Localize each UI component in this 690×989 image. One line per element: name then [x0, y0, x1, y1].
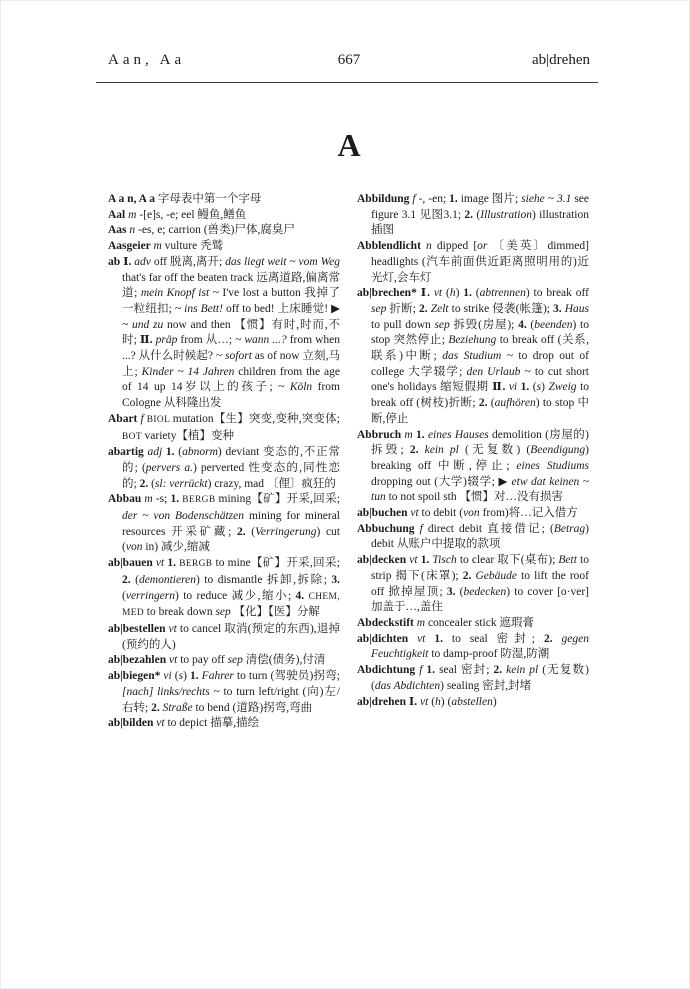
text-run: Fahrer [201, 670, 237, 683]
text-run: sep [215, 606, 234, 619]
text-run: BIOL [146, 414, 173, 425]
text-run: to not spoil sth 【惯】对…没有损害 [388, 491, 564, 504]
text-run: Beendigung [530, 444, 586, 457]
entry-abbildung [357, 192, 589, 239]
text-run: dropping out (大学)辍学; ▶ [371, 475, 512, 488]
text-run: ( [475, 287, 480, 300]
headword-or-marker: Abblendlicht [357, 240, 427, 253]
text-run: der ~ von Bodenschätzen [122, 510, 249, 523]
text-run: mining for mineral resources 开采矿藏; [122, 510, 340, 538]
text-run: ) to reduce 减少,缩小; [175, 589, 296, 602]
text-run: ) [183, 670, 190, 683]
text-run: (无复数) ( [465, 444, 531, 457]
text-run: aufhören [494, 397, 536, 410]
headword-or-marker: 1. [449, 193, 461, 205]
text-run: abtrennen [479, 287, 526, 300]
headword-or-marker: Abbildung [357, 193, 413, 205]
entry-ab-brechen [357, 286, 589, 427]
headword-or-marker: 3. [331, 573, 340, 586]
text-run: to pay off [180, 654, 228, 667]
text-run: sep [371, 302, 390, 315]
headword-or-marker: Ⅱ. [492, 381, 509, 394]
text-run: ) [455, 287, 464, 300]
text-run: kein pl [506, 664, 543, 677]
text-run: ) illustration 插图 [371, 208, 590, 237]
headword-or-marker: 1. [420, 554, 433, 567]
text-run: to cut short one's holidays 缩短假期 [371, 365, 589, 394]
text-run: m [153, 240, 165, 253]
headword-or-marker: ab|drehen [357, 695, 409, 708]
headword-or-marker: A a n, A a [108, 193, 158, 205]
headword-or-marker: 2. [122, 573, 136, 586]
guide-word-left: Aan, Aa [108, 52, 186, 68]
text-run: m [144, 493, 156, 506]
text-run: Verringerung [255, 525, 317, 538]
text-run: vulture 秃鹫 [164, 240, 224, 253]
headword-or-marker: Ⅱ. [139, 334, 156, 347]
entry-abartig [108, 445, 340, 492]
text-run: adj [147, 446, 166, 459]
headword-or-marker: ab|brechen* [357, 287, 421, 300]
text-run: ( [135, 573, 139, 586]
headword-or-marker: ab|buchen [357, 507, 411, 520]
text-run: ) crazy, mad 〔俚〕疯狂的 [207, 477, 336, 490]
text-run: ( [122, 589, 126, 602]
text-run: -, -en; [418, 193, 450, 205]
headword-or-marker: 3. [553, 302, 565, 315]
column-left [108, 192, 340, 732]
text-run: das Abdichten [374, 679, 441, 692]
text-run: ) to stop 突然停止; [371, 318, 590, 347]
text-run: ( [174, 670, 179, 683]
column-right [357, 192, 589, 732]
headword-or-marker: 2. [419, 302, 431, 315]
headword-or-marker: 2. [409, 444, 425, 457]
text-run: mining【矿】开采,回采; [218, 493, 341, 506]
headword-or-marker: ab|dichten [357, 632, 418, 645]
text-run: BERGB [179, 559, 216, 570]
headword-or-marker: ab|bezahlen [108, 654, 169, 667]
text-run: variety【植】变种 [144, 429, 234, 442]
text-run: to clear 取下(桌布); [459, 554, 559, 567]
text-run: seal 密封; [439, 664, 494, 677]
text-run: [nach] links/rechts ~ [122, 685, 224, 698]
text-run: -s; [155, 493, 171, 506]
headword-or-marker: 2. [478, 397, 491, 410]
text-run: kein pl [424, 444, 466, 457]
text-run: CHEM, MED [122, 591, 340, 619]
text-run: pervers a. [145, 461, 193, 474]
text-run: vt [155, 557, 168, 570]
text-run: to seal 密封; [451, 632, 544, 645]
text-run: präp [155, 334, 181, 347]
text-run: from 从…; [180, 334, 236, 347]
text-run: ) breaking off 中断,停止; [371, 444, 589, 472]
text-run: ) to break off [525, 287, 589, 300]
text-run: ( [532, 381, 537, 394]
text-run: abstellen [451, 695, 493, 708]
headword-or-marker: Abbuchung [357, 522, 420, 535]
headword-or-marker: 1. [190, 670, 202, 683]
text-run: etw dat keinen ~ tun [371, 475, 589, 504]
text-run: vt [420, 695, 432, 708]
text-run: ) deviant 变态的,不正常的; ( [122, 446, 340, 474]
headword-or-marker: 3. [446, 585, 460, 598]
entry-abblendlicht [357, 239, 589, 286]
text-run: I've lost a button 我掉了一粒纽扣; [122, 287, 340, 315]
headword-or-marker: 2. [139, 477, 152, 490]
text-run: to lift the roof off 掀掉屋顶; [371, 569, 590, 598]
text-run: to debit ( [421, 507, 464, 520]
entry-ab-biegen [108, 669, 340, 716]
headword-or-marker: 1. [416, 428, 428, 441]
text-run: ) [541, 381, 549, 394]
text-run: m [404, 428, 417, 441]
text-run: to turn left/right (向)左/右转; [122, 685, 340, 714]
text-run: m [128, 208, 140, 221]
text-run: n [426, 240, 437, 253]
entry-ab-dichten [357, 632, 589, 663]
entry-aan-aa [108, 192, 340, 208]
text-run: -[e]s, -e; eel 鳗鱼,鳝鱼 [139, 208, 247, 221]
headword-or-marker: ab|biegen* [108, 670, 164, 683]
text-run: Gebäude [475, 569, 522, 582]
text-run: vt [168, 622, 180, 635]
text-run: mutation【生】突变,变种,突变体; [172, 412, 340, 425]
text-run: Zelt [430, 302, 452, 315]
text-run: to mine【矿】开采,回采; [215, 557, 340, 570]
text-run: to break off (树枝)折断; [371, 381, 590, 410]
text-run: vt [417, 632, 435, 645]
text-run: see figure 3.1 见图3.1; [371, 193, 589, 221]
text-run: s [536, 381, 542, 394]
text-run: ) cut ( [122, 525, 340, 554]
entry-ab-bauen [108, 556, 340, 622]
headword-or-marker: ab|bauen [108, 557, 156, 570]
text-run: children from the age of 14 up 14岁以上的孩子; [122, 365, 340, 394]
text-run: beenden [534, 318, 573, 331]
entry-abbau [108, 492, 340, 556]
text-run: ) perverted 性变态的,同性恋的; [122, 461, 341, 490]
headword-or-marker: 1. [520, 381, 533, 394]
text-run: verringern [125, 589, 176, 602]
headword-or-marker: 1. [165, 446, 179, 459]
text-run: ~ und zu [122, 318, 167, 331]
text-run: ( [446, 287, 450, 300]
text-run: to cancel 取消(预定的东西),退掉(预约的人) [122, 622, 340, 651]
text-run: from)将…记入借方 [482, 507, 578, 520]
headword-or-marker: Aal [108, 208, 129, 221]
entry-ab [108, 255, 340, 412]
text-run: gegen Feuchtigkeit [371, 632, 589, 661]
text-run: to strip 揭下(床罩); [371, 554, 589, 582]
text-run: h [435, 695, 441, 708]
headword-or-marker: Abbau [108, 493, 145, 506]
text-run: direct debit 直接借记; ( [427, 522, 554, 535]
text-run: vi [508, 381, 521, 394]
text-run: Straße [162, 701, 196, 714]
text-run: den Urlaub ~ [466, 365, 535, 378]
text-run: demolition (房屋的)拆毁; [371, 428, 589, 457]
text-run: 【化】【医】分解 [233, 606, 320, 619]
text-run: to pull down [371, 318, 435, 331]
headword-or-marker: Abart [108, 412, 141, 425]
text-run: vt [156, 717, 168, 730]
headword-or-marker: 1. [170, 493, 183, 506]
text-run: BOT [122, 431, 145, 442]
headword-or-marker: Ⅰ. [420, 287, 434, 300]
text-run: f [419, 664, 427, 677]
text-run: Kinder ~ 14 Jahren [141, 365, 239, 378]
entry-ab-drehen [357, 695, 589, 711]
entry-ab-bilden [108, 716, 340, 732]
text-run: vt [410, 507, 422, 520]
headword-or-marker: 2. [464, 208, 477, 221]
entry-abart [108, 412, 340, 445]
text-run: sep [227, 654, 246, 667]
entry-abdichtung [357, 663, 589, 694]
headword-or-marker: 2. [543, 632, 562, 645]
text-run: 〔美英〕dimmed] headlights (汽车前面供近距离照明用的)近光灯,会车灯 [371, 240, 589, 284]
text-run: to strike 侵袭(帐篷); [451, 302, 554, 315]
text-run: 拆毁(房屋); [453, 318, 519, 331]
headword-or-marker: 2. [462, 569, 476, 582]
text-run: ~ Köln [278, 381, 318, 394]
text-run: in) 减少,缩减 [145, 541, 210, 554]
headword-or-marker: 1. [426, 664, 440, 677]
text-run: Haus [564, 302, 590, 315]
text-run: to damp-proof 防湿,防潮 [431, 648, 550, 661]
entry-ab-decken [357, 553, 589, 616]
text-run: (无复数) ( [371, 664, 590, 692]
headword-or-marker: ab [108, 255, 124, 268]
headword-or-marker: 1. [434, 632, 452, 645]
text-run: from Cologne 从科隆出发 [122, 381, 340, 410]
header-rule [96, 82, 598, 83]
headword-or-marker: Aasgeier [108, 240, 154, 253]
entry-ab-bestellen [108, 622, 340, 653]
page-number: 667 [337, 52, 361, 68]
text-run: Betrag [553, 522, 586, 535]
text-run: dipped [ [436, 240, 478, 253]
entry-aas [108, 223, 340, 239]
text-run: ~ wann ...? [235, 334, 290, 347]
text-run: 字母表中第一个字母 [157, 193, 262, 205]
headword-or-marker: 1. [167, 557, 180, 570]
text-run: h [449, 287, 456, 300]
text-run: ( [490, 397, 495, 410]
text-run: to break off (关系,联系)中断; [371, 334, 589, 363]
headword-or-marker: Ⅰ. [123, 255, 135, 268]
text-run: 折断; [389, 302, 419, 315]
text-run: ( [151, 477, 155, 490]
headword-or-marker: Abdichtung [357, 664, 420, 677]
entry-ab-bezahlen [108, 653, 340, 669]
text-run: 清偿(债务),付清 [245, 654, 326, 667]
dictionary-columns [108, 192, 590, 732]
text-run: Bett [558, 554, 581, 567]
text-run: f [140, 412, 147, 425]
entry-aasgeier [108, 239, 340, 255]
entry-abbruch [357, 428, 589, 507]
text-run: -es, e; carrion (兽类)尸体,腐臭尸 [138, 224, 295, 237]
text-run: vt [409, 554, 421, 567]
text-run: image 图片; [460, 193, 522, 205]
text-run: or [477, 240, 493, 253]
text-run: von [463, 507, 483, 520]
text-run: Tisch [432, 554, 460, 567]
text-run: f [412, 193, 419, 205]
page-header [108, 52, 590, 69]
headword-or-marker: ab|bilden [108, 717, 157, 730]
text-run: ) debit 从账户中提取的款项 [371, 522, 589, 551]
text-run: vt [169, 654, 181, 667]
text-run: eines Hauses [427, 428, 493, 441]
text-run: vt [433, 287, 446, 300]
text-run: ( [431, 695, 436, 708]
headword-or-marker: abartig [108, 446, 148, 459]
text-run: sl: verrückt [154, 477, 208, 490]
text-run: as of now 立刻,马上; [122, 350, 340, 378]
text-run: das Studium ~ [442, 350, 519, 363]
text-run: now and then 【惯】有时,时而,不时; [122, 318, 340, 347]
text-run: sep [434, 318, 454, 331]
headword-or-marker: Abdeckstift [357, 616, 417, 629]
text-run: Beziehung [448, 334, 500, 347]
headword-or-marker: 4. [518, 318, 531, 331]
text-run: m [416, 616, 428, 629]
text-run: f [419, 522, 428, 535]
headword-or-marker: 1. [463, 287, 476, 300]
text-run: to drop out of college 大学辍学; [371, 350, 589, 378]
text-run: to depict 描摹,描绘 [167, 717, 260, 730]
headword-or-marker: 4. [295, 589, 309, 602]
text-run: to turn (驾驶员)拐弯; [236, 670, 340, 683]
text-run: Zweig [548, 381, 581, 394]
text-run: ~ ins Bett! [174, 302, 226, 315]
entry-ab-buchen [357, 506, 589, 522]
text-run: BERGB [182, 495, 219, 506]
headword-or-marker: 2. [493, 664, 507, 677]
headword-or-marker: Abbruch [357, 428, 405, 441]
text-run: von [125, 541, 146, 554]
text-run: mein Knopf ist ~ [140, 287, 223, 300]
text-run: ) [492, 695, 497, 708]
text-run: to bend (道路)拐弯,弯曲 [195, 701, 313, 714]
text-run: ~ sofort [215, 350, 255, 363]
text-run: from when ...? 从什么时候起? [122, 334, 340, 363]
text-run: das liegt weit ~ vom Weg [225, 255, 340, 268]
text-run: vi [163, 670, 175, 683]
headword-or-marker: Aas [108, 224, 130, 237]
text-run: bedecken [463, 585, 507, 598]
text-run: off to bed! 上床睡觉! ▶ [225, 302, 340, 315]
text-run: off 脱离,离开; [153, 255, 226, 268]
text-run: ( [251, 525, 256, 538]
headword-or-marker: 2. [151, 701, 163, 714]
text-run: concealer stick 遮瑕膏 [427, 616, 534, 629]
text-run: ) ( [440, 695, 452, 708]
headword-or-marker: ab|bestellen [108, 622, 169, 635]
text-run: that's far off the beaten track 远离道路,偏离常道; [122, 271, 340, 300]
entry-abbuchung [357, 522, 589, 553]
headword-or-marker: ab|decken [357, 554, 410, 567]
entry-aal [108, 208, 340, 224]
headword-or-marker: 2. [237, 525, 252, 538]
text-run: s [178, 670, 184, 683]
text-run: ) to dismantle 拆卸,拆除; [196, 573, 332, 586]
text-run: demontieren [138, 573, 196, 586]
text-run: ( [530, 318, 535, 331]
text-run: siehe ~ 3.1 [521, 193, 575, 205]
guide-word-right: ab|drehen [532, 52, 590, 68]
text-run: abnorm [182, 446, 218, 459]
text-run: n [129, 224, 139, 237]
entry-abdeckstift [357, 616, 589, 632]
text-run: ) to cover [o·ver] 加盖于…,盖住 [371, 585, 589, 614]
text-run: ( [459, 585, 464, 598]
section-letter: A [337, 127, 361, 163]
headword-or-marker: Ⅰ. [408, 695, 420, 708]
text-run: ( [476, 208, 481, 221]
text-run: adv [134, 255, 154, 268]
text-run: Illustration [480, 208, 532, 221]
text-run: ) sealing 密封,封堵 [440, 679, 532, 692]
text-run: ( [178, 446, 183, 459]
text-run: ) to stop 中断,停止 [371, 397, 590, 425]
text-run: to break down [146, 606, 216, 619]
text-run: eines Studiums [516, 459, 589, 472]
